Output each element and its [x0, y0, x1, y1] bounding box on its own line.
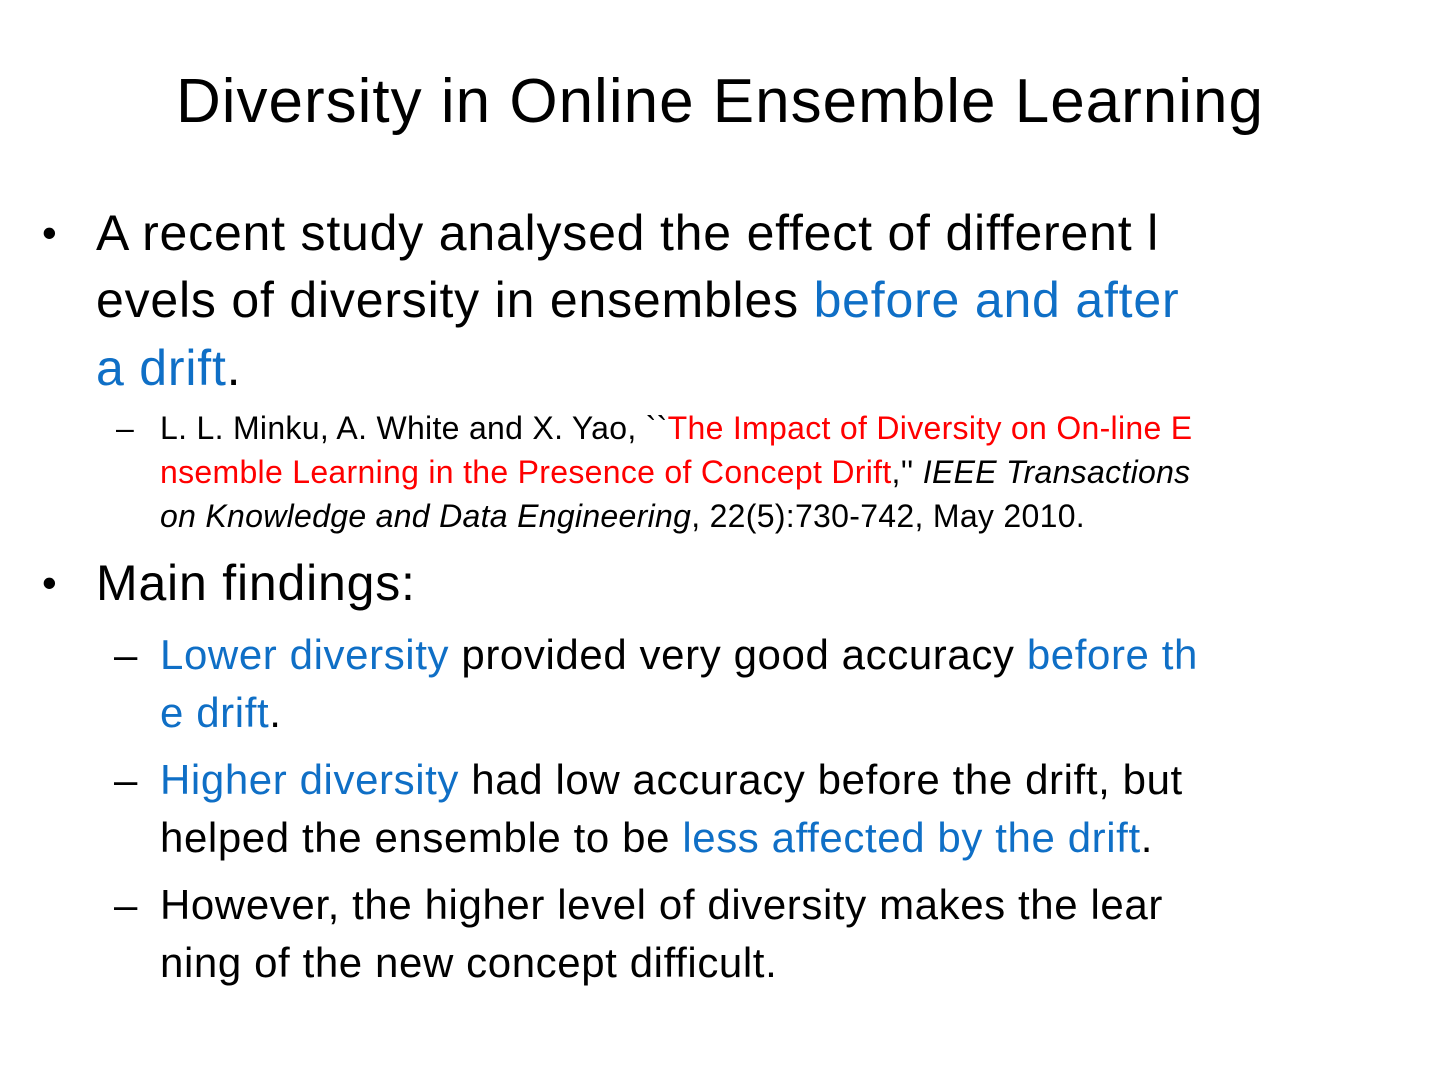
reference-punct: ,'' [891, 454, 923, 490]
bullet2-line [96, 550, 416, 616]
reference-journal: on Knowledge and Data Engineering [160, 498, 692, 534]
finding-highlight: before th [1026, 631, 1198, 678]
finding3-line2 [160, 934, 777, 992]
finding2-line2 [160, 809, 1153, 867]
reference-line1 [160, 406, 1192, 450]
reference-dash: – [116, 410, 135, 446]
finding-dash: – [114, 631, 138, 678]
finding-period: . [1140, 814, 1153, 861]
bullet1-highlight: before and after [813, 272, 1180, 328]
finding-dash: – [114, 756, 138, 803]
finding-text: helped the ensemble to be [160, 814, 683, 861]
finding-text: provided very good accuracy [449, 631, 1027, 678]
reference-line3 [160, 494, 1085, 538]
finding-highlight: less affected by the drift [682, 814, 1141, 861]
reference-journal: IEEE Transactions [922, 454, 1191, 490]
finding1-line2 [160, 684, 282, 742]
bullet-marker: • [42, 559, 57, 606]
finding-text: had low accuracy before the drift, but [459, 756, 1183, 803]
finding-text: ning of the new concept difficult. [160, 939, 778, 986]
finding-period: . [269, 689, 282, 736]
slide-title: Diversity in Online Ensemble Learning [175, 67, 1265, 136]
finding2-line1 [160, 751, 1183, 809]
finding-highlight: Lower diversity [160, 631, 450, 678]
bullet1-text: evels of diversity in ensembles [96, 272, 814, 328]
bullet1-line3 [96, 335, 241, 401]
finding-dash: – [114, 881, 138, 928]
bullet2-text: Main findings: [96, 555, 416, 611]
bullet1-highlight: a drift [96, 340, 227, 396]
reference-title: The Impact of Diversity on On-line E [667, 410, 1193, 446]
reference-details: , 22(5):730-742, May 2010. [691, 498, 1086, 534]
reference-title: nsemble Learning in the Presence of Concept Drift [160, 454, 892, 490]
finding-highlight: e drift [160, 689, 270, 736]
reference-line2 [160, 450, 1190, 494]
reference-authors: L. L. Minku, A. White and X. Yao, `` [160, 410, 668, 446]
bullet-marker: • [42, 209, 57, 256]
finding-text: However, the higher level of diversity makes the lear [160, 881, 1163, 928]
bullet1-line2 [96, 267, 1179, 333]
bullet1-period: . [226, 340, 242, 396]
bullet1-text: A recent study analysed the effect of different l [96, 205, 1160, 261]
bullet1-line1 [96, 200, 1159, 266]
finding-highlight: Higher diversity [160, 756, 460, 803]
finding1-line1 [160, 626, 1198, 684]
finding3-line1 [160, 876, 1163, 934]
